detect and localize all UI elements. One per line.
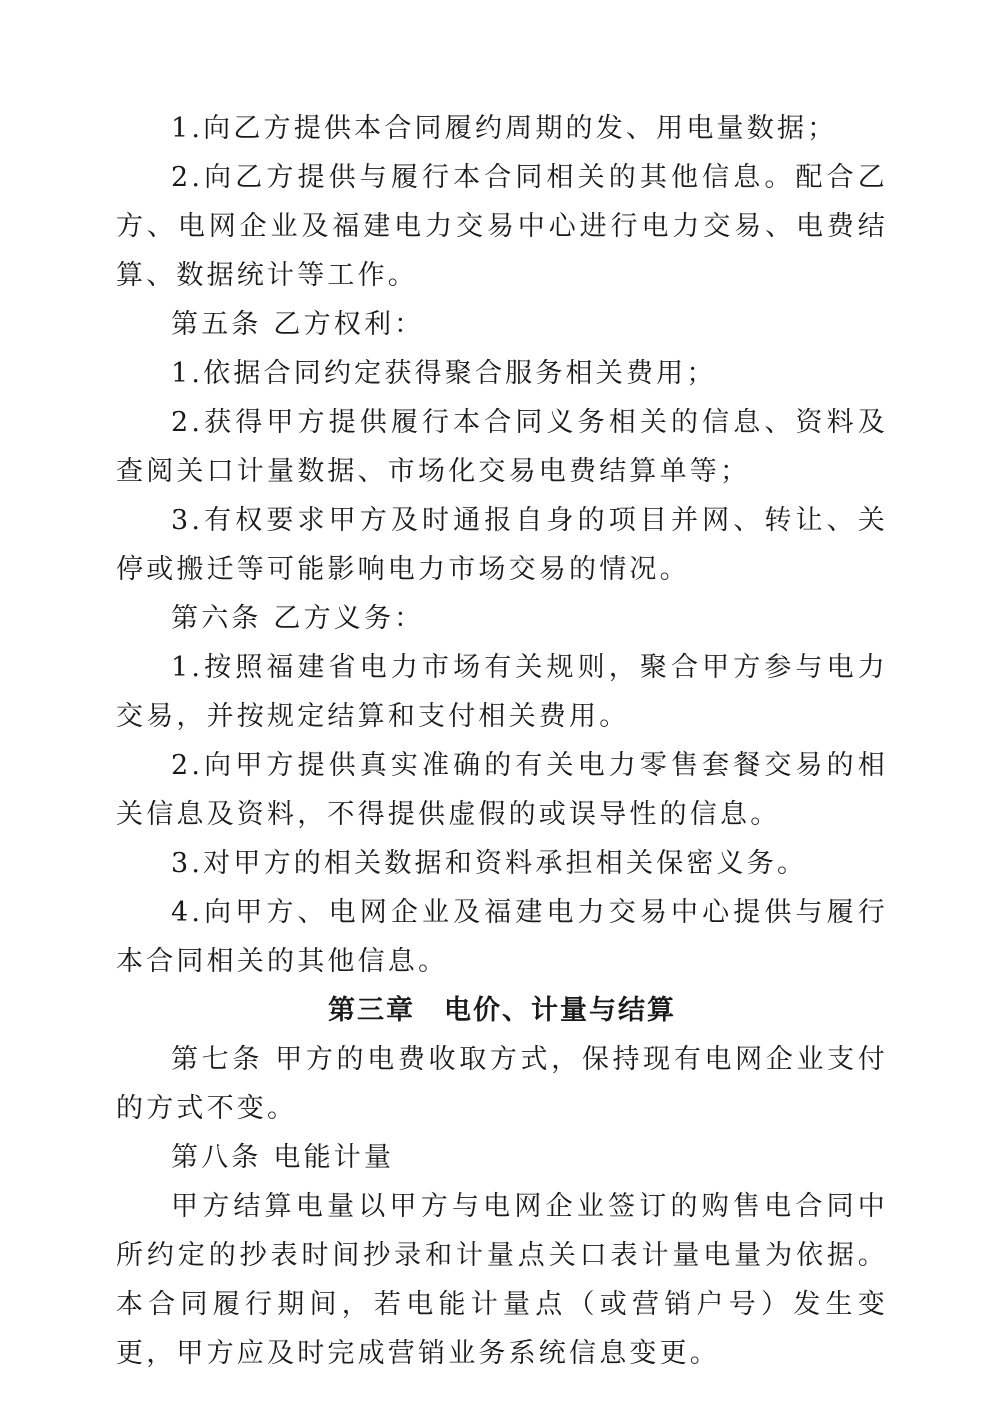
paragraph-item-1: 1.向乙方提供本合同履约周期的发、用电量数据； xyxy=(171,113,838,144)
paragraph-item-1: 1.依据合同约定获得聚合服务相关费用； xyxy=(171,358,717,389)
paragraph-item-2: 2.获得甲方提供履行本合同义务相关的信息、资料及查阅关口计量数据、市场化交易电费结算单等； xyxy=(116,407,888,487)
article-5-heading: 第五条 乙方权利： xyxy=(171,309,425,340)
article-7-paragraph: 第七条 甲方的电费收取方式，保持现有电网企业支付的方式不变。 xyxy=(116,1044,888,1124)
paragraph-item-2: 2.向乙方提供与履行本合同相关的其他信息。配合乙方、电网企业及福建电力交易中心进行电力交易、电费结算、数据统计等工作。 xyxy=(116,162,888,291)
document-page xyxy=(116,104,888,1378)
article-8-heading: 第八条 电能计量 xyxy=(171,1142,395,1173)
article-8-body: 甲方结算电量以甲方与电网企业签订的购售电合同中所约定的抄表时间抄录和计量点关口表计量电量为依据。本合同履行期间，若电能计量点（或营销户号）发生变更，甲方应及时完成营销业务系统信息变更。 xyxy=(116,1191,888,1369)
paragraph-item-1: 1.按照福建省电力市场有关规则，聚合甲方参与电力交易，并按规定结算和支付相关费用。 xyxy=(116,652,888,732)
paragraph-item-3: 3.对甲方的相关数据和资料承担相关保密义务。 xyxy=(171,848,808,879)
paragraph-item-4: 4.向甲方、电网企业及福建电力交易中心提供与履行本合同相关的其他信息。 xyxy=(116,897,888,977)
chapter-title: 第三章 电价、计量与结算 xyxy=(328,995,676,1026)
paragraph-item-3: 3.有权要求甲方及时通报自身的项目并网、转让、关停或搬迁等可能影响电力市场交易的情况。 xyxy=(116,505,888,585)
article-6-heading: 第六条 乙方义务： xyxy=(171,603,425,634)
paragraph-item-2: 2.向甲方提供真实准确的有关电力零售套餐交易的相关信息及资料，不得提供虚假的或误导性的信息。 xyxy=(116,750,888,830)
